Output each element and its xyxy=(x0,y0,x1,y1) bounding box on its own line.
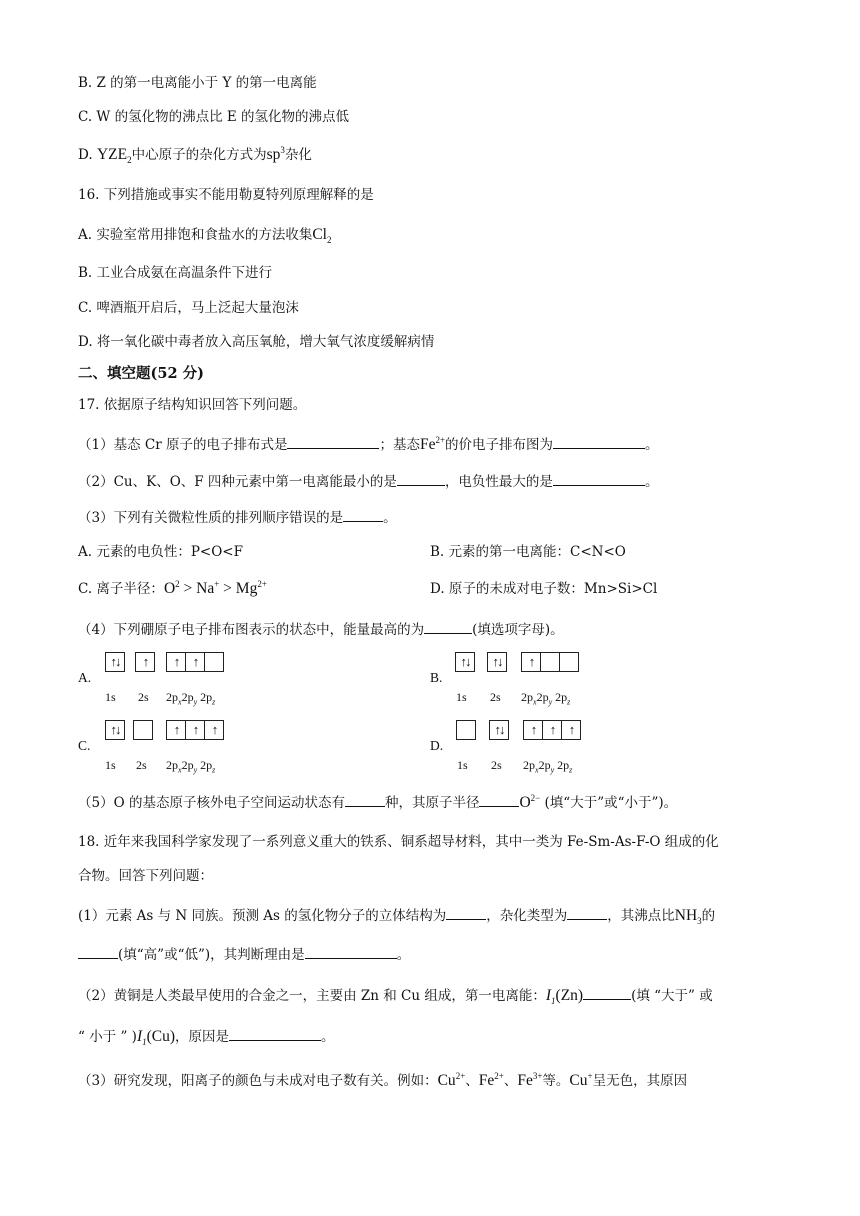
superscript: 2+ xyxy=(257,578,267,589)
option-text: B. 工业合成氨在高温条件下进行 xyxy=(78,265,273,281)
formula-text: Fe xyxy=(419,436,436,453)
orbital-box-2py xyxy=(540,652,560,672)
option-text: 杂化 xyxy=(284,147,312,163)
formula-text: I xyxy=(545,987,552,1004)
orbital-box-2pz: ↑ xyxy=(204,720,224,740)
separator: 、 xyxy=(465,1073,479,1089)
option-text: C. 啤酒瓶开启后，马上泛起大量泡沫 xyxy=(78,300,299,316)
subscript: y xyxy=(193,697,198,707)
option-text: B. 元素的第一电离能：C<N<O xyxy=(430,544,626,560)
superscript: 2+ xyxy=(435,434,446,445)
q17-3-option-b xyxy=(430,543,626,561)
orbital-box-2py: ↑ xyxy=(185,652,205,672)
question-text: （1）基态 Cr 原子的电子排布式是 xyxy=(78,437,288,453)
formula-cl2 xyxy=(312,226,332,246)
question-text: (1）元素 As 与 N 同族。预测 As 的氢化物分子的立体结构为 xyxy=(78,908,447,924)
superscript: + xyxy=(214,578,220,589)
answer-blank[interactable] xyxy=(583,986,631,1000)
orbital-box-2px: ↑ xyxy=(521,652,541,672)
orbital-box-1s: ↑↓ xyxy=(105,652,125,672)
question-text: 16. 下列措施或事实不能用勒夏特列原理解释的是 xyxy=(78,187,374,203)
option-label: C. xyxy=(78,738,91,753)
orbital-box-2px: ↑ xyxy=(166,720,186,740)
formula-fe2plus xyxy=(420,436,445,453)
formula-text: Fe xyxy=(478,1072,495,1089)
option-text: B. Z 的第一电离能小于 Y 的第一电离能 xyxy=(78,75,317,91)
orbital-box-1s xyxy=(456,720,476,740)
sublevel-text: 2p xyxy=(166,690,178,704)
q16-option-b xyxy=(78,264,272,282)
question-text: (填选项字母)。 xyxy=(472,622,564,638)
question-text: 17. 依据原子结构知识回答下列问题。 xyxy=(78,397,307,413)
superscript: 3 xyxy=(280,144,285,155)
formula-text: Cu xyxy=(569,1072,588,1089)
subscript: x xyxy=(535,765,539,775)
formula-text: NH xyxy=(674,907,698,924)
formula-text: sp xyxy=(266,146,281,163)
subscript: x xyxy=(178,697,182,707)
option-label: D. xyxy=(430,738,444,753)
superscript: + xyxy=(587,1070,593,1081)
formula-text: > Mg xyxy=(219,580,258,597)
question-text: 合物。回答下列问题： xyxy=(78,868,213,884)
subscript: z xyxy=(212,765,216,775)
question-16 xyxy=(78,186,374,204)
formula-text: I xyxy=(136,1028,143,1045)
superscript: 2+ xyxy=(455,1070,466,1081)
q16-option-a xyxy=(78,226,332,244)
sublevel-label: 1s xyxy=(457,758,468,772)
sublevel-label: 1s xyxy=(105,690,116,704)
sublevel-text: 2p xyxy=(523,758,535,772)
answer-blank[interactable] xyxy=(78,945,118,959)
subscript: 2 xyxy=(327,235,332,246)
option-text: A. 实验室常用排饱和食盐水的方法收集 xyxy=(78,227,313,243)
formula-ion-radius xyxy=(164,580,267,597)
question-text: 。 xyxy=(644,474,659,490)
question-text: (填“高”或“低”)，其判断理由是 xyxy=(118,947,305,963)
question-18-cont xyxy=(78,867,213,885)
q18-part-2 xyxy=(78,986,713,1005)
question-text: ，原因是 xyxy=(175,1029,230,1045)
formula-text: YZE xyxy=(96,146,128,163)
answer-blank[interactable] xyxy=(553,472,645,486)
subscript: 3 xyxy=(697,916,702,927)
option-text: A. 元素的电负性：P<O<F xyxy=(78,544,243,560)
answer-blank[interactable] xyxy=(305,945,397,959)
formula-i1-cu xyxy=(136,1028,147,1048)
sublevel-label: 2s xyxy=(136,758,147,772)
option-label: B. xyxy=(430,670,443,685)
orbital-box-2py: ↑ xyxy=(185,720,205,740)
question-text: “ 小于 ” ) xyxy=(78,1029,137,1045)
superscript: 2− xyxy=(530,792,541,803)
question-text: 等。 xyxy=(542,1073,570,1089)
sublevel-label: 2s xyxy=(490,690,501,704)
q17-part-3 xyxy=(78,508,397,527)
question-text: ，杂化类型为 xyxy=(486,908,568,924)
answer-blank[interactable] xyxy=(446,906,486,920)
orbital-box-2pz: ↑ xyxy=(561,720,581,740)
formula-yze2 xyxy=(96,146,132,166)
orbital-box-2s: ↑ xyxy=(135,652,155,672)
question-text: (填 “大于” 或 xyxy=(631,988,713,1004)
answer-blank[interactable] xyxy=(287,435,379,449)
question-text: （3）下列有关微粒性质的排列顺序错误的是 xyxy=(78,510,344,526)
sublevel-text: 2p xyxy=(557,758,570,772)
subscript: z xyxy=(212,697,216,707)
sublevel-text: 2p xyxy=(181,758,194,772)
question-text: 。 xyxy=(321,1029,335,1045)
option-label: D. xyxy=(78,147,97,163)
formula-text: (Zn) xyxy=(555,987,584,1004)
option-text: D. 原子的未成对电子数：Mn>Si>Cl xyxy=(430,581,658,597)
sublevel-label: 1s xyxy=(105,758,116,772)
sublevel-text: 2p xyxy=(536,690,549,704)
question-text: （5）O 的基态原子核外电子空间运动状态有 xyxy=(78,795,345,811)
answer-blank[interactable] xyxy=(553,435,645,449)
orbital-box-2pz xyxy=(559,652,579,672)
formula-text: (Cu) xyxy=(146,1028,176,1045)
section-heading xyxy=(78,365,204,383)
answer-blank[interactable] xyxy=(343,508,383,522)
question-text: ，电负性最大的是 xyxy=(444,474,553,490)
orbital-box-2py: ↑ xyxy=(542,720,562,740)
section-title: 二、填空题(52 分) xyxy=(78,365,204,382)
q17-3-option-d xyxy=(430,580,657,598)
formula-i1-zn xyxy=(545,987,556,1007)
answer-blank[interactable] xyxy=(479,793,519,807)
option-text: 中心原子的杂化方式为 xyxy=(131,147,267,163)
question-text: 。 xyxy=(645,437,659,453)
sublevel-text: 2p xyxy=(200,758,213,772)
subscript: x xyxy=(533,697,537,707)
superscript: 3+ xyxy=(532,1070,543,1081)
superscript: 2+ xyxy=(494,1070,504,1081)
option-text: D. 将一氧化碳中毒者放入高压氧舱，增大氧气浓度缓解病情 xyxy=(78,334,435,350)
formula-text: > Na xyxy=(179,580,215,597)
subscript: 1 xyxy=(551,996,556,1007)
question-text: (填“大于”或“小于”)。 xyxy=(540,795,678,811)
question-text: ，其沸点比 xyxy=(607,908,675,924)
subscript: y xyxy=(193,765,198,775)
formula-fe2plus xyxy=(479,1072,504,1089)
sublevel-text: 2p xyxy=(181,690,194,704)
formula-nh3 xyxy=(674,907,702,927)
sublevel-label xyxy=(166,758,215,773)
q17-3-option-a xyxy=(78,543,243,561)
subscript: y xyxy=(550,765,555,775)
question-text: 18. 近年来我国科学家发现了一系列意义重大的铁系、铜系超导材料，其中一类为 Fe-Sm-As-F-O 组成的化 xyxy=(78,834,719,850)
formula-text: O xyxy=(519,794,531,811)
q17-part-2 xyxy=(78,472,658,491)
q18-part-3 xyxy=(78,1072,687,1090)
answer-blank[interactable] xyxy=(345,793,385,807)
question-text: 。 xyxy=(396,947,411,963)
subscript: y xyxy=(548,697,553,707)
sublevel-text: 2p xyxy=(521,690,533,704)
subscript: x xyxy=(178,765,182,775)
q17-3-option-c xyxy=(78,580,267,598)
option-d-line xyxy=(78,146,312,164)
question-18 xyxy=(78,833,719,851)
sublevel-label xyxy=(166,690,215,705)
option-text: C. 离子半径： xyxy=(78,581,164,597)
sublevel-text: 2p xyxy=(555,690,568,704)
question-text: （2）Cu、K、O、F 四种元素中第一电离能最小的是 xyxy=(78,474,397,490)
subscript: z xyxy=(569,765,573,775)
question-text: （4）下列硼原子电子排布图表示的状态中，能量最高的为 xyxy=(78,622,425,638)
orbital-box-2s xyxy=(133,720,153,740)
formula-text: Cl xyxy=(312,226,327,243)
orbital-box-2px: ↑ xyxy=(523,720,543,740)
question-17 xyxy=(78,396,306,414)
sublevel-label: 2s xyxy=(138,690,149,704)
subscript: z xyxy=(567,697,571,707)
question-text: （2）黄铜是人类最早使用的合金之一，主要由 Zn 和 Cu 组成，第一电离能： xyxy=(78,988,546,1004)
formula-fe3plus xyxy=(517,1072,542,1089)
question-text: 的 xyxy=(701,908,716,924)
question-text: （3）研究发现，阳离子的颜色与未成对电子数有关。例如： xyxy=(78,1073,438,1089)
sublevel-label: 1s xyxy=(456,690,467,704)
question-text: ；基态 xyxy=(379,437,420,453)
question-text: 的价电子排布图为 xyxy=(445,437,554,453)
question-text: 呈无色，其原因 xyxy=(592,1073,688,1089)
sublevel-label xyxy=(521,690,570,705)
orbital-box-2s: ↑↓ xyxy=(489,720,509,740)
q18-part-2-cont xyxy=(78,1027,335,1046)
sublevel-text: 2p xyxy=(166,758,178,772)
q17-part-5 xyxy=(78,793,677,812)
orbital-box-2pz xyxy=(204,652,224,672)
q18-part-1 xyxy=(78,906,715,925)
q17-part-4 xyxy=(78,620,564,639)
q17-part-1 xyxy=(78,435,659,454)
question-text: 种，其原子半径 xyxy=(384,795,480,811)
subscript: 1 xyxy=(142,1037,147,1048)
orbital-box-2px: ↑ xyxy=(166,652,186,672)
formula-cu2plus xyxy=(438,1072,466,1089)
question-text: 。 xyxy=(383,510,397,526)
sublevel-label: 2s xyxy=(491,758,502,772)
q16-option-c xyxy=(78,299,299,317)
separator: 、 xyxy=(503,1073,518,1089)
formula-text: Cu xyxy=(437,1072,456,1089)
formula-o2minus xyxy=(519,794,540,811)
orbital-box-2s: ↑↓ xyxy=(487,652,507,672)
formula-cuplus xyxy=(569,1072,592,1089)
formula-text: O xyxy=(163,580,176,597)
option-text: C. W 的氢化物的沸点比 E 的氢化物的沸点低 xyxy=(78,109,350,125)
orbital-box-1s: ↑↓ xyxy=(455,652,475,672)
formula-text: Fe xyxy=(517,1072,533,1089)
sublevel-label xyxy=(523,758,572,773)
answer-blank[interactable] xyxy=(397,472,445,486)
option-c-line xyxy=(78,108,349,126)
q16-option-d xyxy=(78,333,434,351)
answer-blank[interactable] xyxy=(567,906,607,920)
formula-sp3 xyxy=(267,146,285,163)
sublevel-text: 2p xyxy=(538,758,551,772)
orbital-box-1s: ↑↓ xyxy=(105,720,125,740)
sublevel-text: 2p xyxy=(200,690,213,704)
subscript: 2 xyxy=(127,155,132,166)
q18-part-1-cont xyxy=(78,945,410,964)
answer-blank[interactable] xyxy=(229,1027,321,1041)
superscript: 2 xyxy=(175,578,180,589)
option-b-line xyxy=(78,74,317,92)
option-label: A. xyxy=(78,670,92,685)
answer-blank[interactable] xyxy=(424,620,472,634)
